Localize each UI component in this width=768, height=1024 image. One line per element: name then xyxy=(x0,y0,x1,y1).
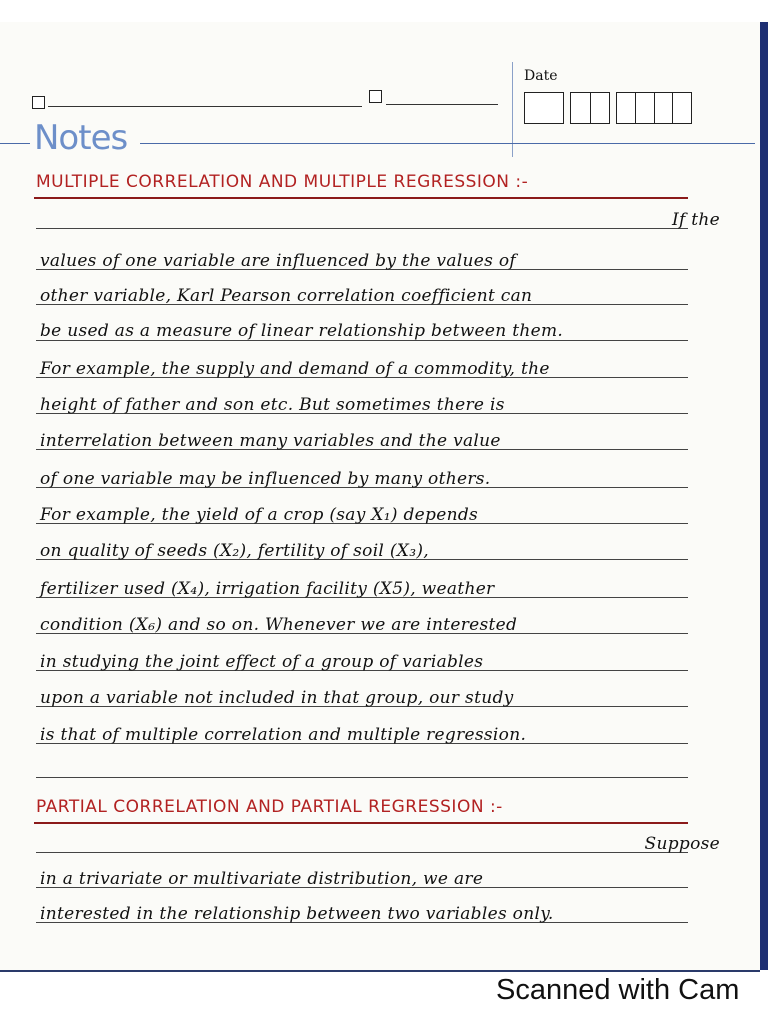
scanner-watermark: Scanned with Cam xyxy=(496,974,740,1006)
ruled-line xyxy=(36,228,688,229)
ruled-line xyxy=(36,777,688,778)
text-line: in studying the joint effect of a group of variables xyxy=(40,652,484,672)
text-line: of one variable may be influenced by many others. xyxy=(40,469,491,489)
notes-rule xyxy=(140,143,755,144)
date-block xyxy=(512,60,702,140)
notebook-page xyxy=(0,22,760,972)
text-line: Suppose xyxy=(644,834,720,854)
text-line: For example, the supply and demand of a commodity, the xyxy=(40,359,550,379)
heading-underline xyxy=(34,822,688,824)
checkbox-icon xyxy=(32,96,45,109)
notes-rule xyxy=(0,143,30,144)
page-edge xyxy=(760,22,768,970)
text-line: condition (X₆) and so on. Whenever we are interested xyxy=(40,615,518,635)
text-line: interrelation between many variables and the value xyxy=(40,431,501,451)
date-day-box xyxy=(524,92,564,124)
text-line: interested in the relationship between two variables only. xyxy=(40,904,554,924)
section-heading: MULTIPLE CORRELATION AND MULTIPLE REGRESSION :- xyxy=(36,172,529,192)
text-line: If the xyxy=(671,210,720,230)
text-line: For example, the yield of a crop (say X₁) depends xyxy=(40,505,479,525)
date-month-box xyxy=(570,92,610,124)
text-line: be used as a measure of linear relationship between them. xyxy=(40,321,564,341)
text-line: in a trivariate or multivariate distribution, we are xyxy=(40,869,484,889)
text-line: is that of multiple correlation and multiple regression. xyxy=(40,725,527,745)
header-line xyxy=(386,104,498,105)
text-line: height of father and son etc. But sometimes there is xyxy=(40,395,505,415)
heading-underline xyxy=(34,197,688,199)
text-line: upon a variable not included in that group, our study xyxy=(40,688,514,708)
text-line: on quality of seeds (X₂), fertility of soil (X₃), xyxy=(40,541,429,561)
text-line: values of one variable are influenced by the values of xyxy=(40,251,516,271)
header-line xyxy=(48,106,362,107)
checkbox-icon xyxy=(369,90,382,103)
date-label: Date xyxy=(524,68,558,84)
date-year-box xyxy=(616,92,692,124)
section-heading: PARTIAL CORRELATION AND PARTIAL REGRESSION :- xyxy=(36,797,503,817)
ruled-line xyxy=(36,852,688,853)
notes-title: Notes xyxy=(34,118,128,158)
text-line: other variable, Karl Pearson correlation coefficient can xyxy=(40,286,533,306)
text-line: fertilizer used (X₄), irrigation facility (X5), weather xyxy=(40,579,495,599)
